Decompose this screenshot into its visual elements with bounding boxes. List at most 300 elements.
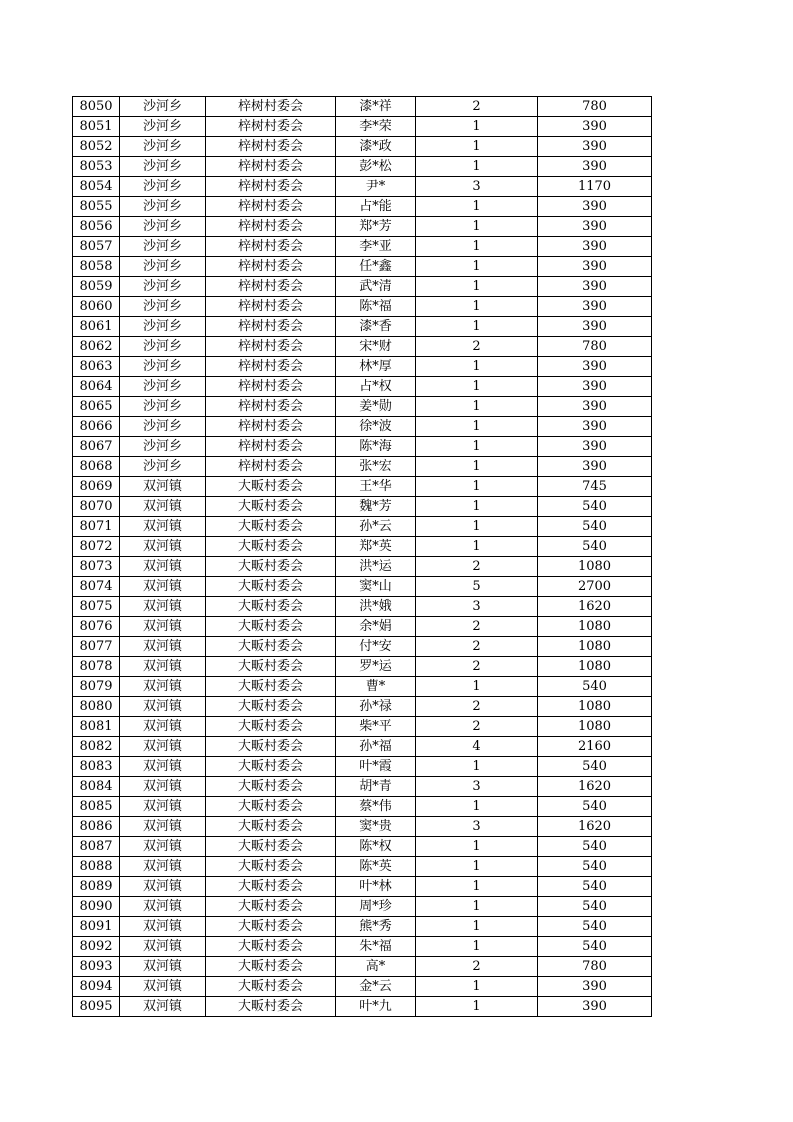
cell-village: 大畈村委会 — [206, 537, 336, 557]
cell-village: 大畈村委会 — [206, 917, 336, 937]
table-row — [73, 317, 652, 337]
cell-id: 8058 — [73, 257, 120, 277]
table-row — [73, 697, 652, 717]
cell-id: 8055 — [73, 197, 120, 217]
cell-amount: 1080 — [538, 657, 652, 677]
cell-township: 双河镇 — [120, 597, 206, 617]
cell-village: 大畈村委会 — [206, 677, 336, 697]
cell-id: 8066 — [73, 417, 120, 437]
cell-village: 梓树村委会 — [206, 217, 336, 237]
table-row — [73, 917, 652, 937]
cell-amount: 540 — [538, 917, 652, 937]
cell-village: 梓树村委会 — [206, 417, 336, 437]
cell-village: 梓树村委会 — [206, 97, 336, 117]
cell-count: 2 — [416, 697, 538, 717]
cell-village: 梓树村委会 — [206, 277, 336, 297]
cell-count: 2 — [416, 637, 538, 657]
cell-name: 柴*平 — [336, 717, 416, 737]
cell-amount: 540 — [538, 517, 652, 537]
cell-village: 梓树村委会 — [206, 257, 336, 277]
cell-amount: 390 — [538, 157, 652, 177]
table-row — [73, 557, 652, 577]
cell-name: 王*华 — [336, 477, 416, 497]
cell-name: 陈*权 — [336, 837, 416, 857]
cell-id: 8060 — [73, 297, 120, 317]
cell-township: 沙河乡 — [120, 357, 206, 377]
table-row — [73, 677, 652, 697]
cell-village: 梓树村委会 — [206, 317, 336, 337]
cell-id: 8056 — [73, 217, 120, 237]
cell-amount: 540 — [538, 837, 652, 857]
cell-name: 漆*香 — [336, 317, 416, 337]
cell-amount: 390 — [538, 417, 652, 437]
cell-amount: 390 — [538, 437, 652, 457]
cell-id: 8065 — [73, 397, 120, 417]
cell-township: 双河镇 — [120, 537, 206, 557]
cell-village: 大畈村委会 — [206, 497, 336, 517]
cell-township: 双河镇 — [120, 877, 206, 897]
table-row — [73, 117, 652, 137]
cell-id: 8067 — [73, 437, 120, 457]
cell-amount: 390 — [538, 277, 652, 297]
cell-count: 1 — [416, 837, 538, 857]
cell-village: 大畈村委会 — [206, 477, 336, 497]
cell-township: 双河镇 — [120, 977, 206, 997]
cell-village: 梓树村委会 — [206, 137, 336, 157]
cell-amount: 390 — [538, 297, 652, 317]
cell-amount: 2700 — [538, 577, 652, 597]
cell-village: 大畈村委会 — [206, 617, 336, 637]
cell-name: 郑*英 — [336, 537, 416, 557]
cell-township: 沙河乡 — [120, 317, 206, 337]
cell-id: 8077 — [73, 637, 120, 657]
cell-id: 8081 — [73, 717, 120, 737]
table-row — [73, 417, 652, 437]
table-row — [73, 137, 652, 157]
cell-township: 双河镇 — [120, 617, 206, 637]
cell-id: 8086 — [73, 817, 120, 837]
table-row — [73, 857, 652, 877]
table-row — [73, 937, 652, 957]
cell-village: 大畈村委会 — [206, 717, 336, 737]
cell-id: 8090 — [73, 897, 120, 917]
cell-id: 8094 — [73, 977, 120, 997]
cell-amount: 540 — [538, 877, 652, 897]
cell-village: 梓树村委会 — [206, 297, 336, 317]
cell-count: 3 — [416, 777, 538, 797]
cell-count: 1 — [416, 257, 538, 277]
cell-id: 8092 — [73, 937, 120, 957]
cell-count: 1 — [416, 357, 538, 377]
cell-amount: 390 — [538, 997, 652, 1017]
cell-name: 武*清 — [336, 277, 416, 297]
cell-id: 8082 — [73, 737, 120, 757]
cell-amount: 1620 — [538, 597, 652, 617]
cell-name: 洪*运 — [336, 557, 416, 577]
cell-amount: 540 — [538, 897, 652, 917]
cell-amount: 390 — [538, 117, 652, 137]
cell-village: 梓树村委会 — [206, 377, 336, 397]
cell-id: 8063 — [73, 357, 120, 377]
table-row — [73, 877, 652, 897]
cell-village: 梓树村委会 — [206, 397, 336, 417]
cell-count: 2 — [416, 717, 538, 737]
table-row — [73, 397, 652, 417]
cell-id: 8072 — [73, 537, 120, 557]
cell-village: 大畈村委会 — [206, 837, 336, 857]
cell-village: 大畈村委会 — [206, 657, 336, 677]
table-row — [73, 177, 652, 197]
cell-id: 8089 — [73, 877, 120, 897]
cell-amount: 745 — [538, 477, 652, 497]
table-row — [73, 97, 652, 117]
cell-village: 大畈村委会 — [206, 757, 336, 777]
cell-name: 高* — [336, 957, 416, 977]
cell-township: 双河镇 — [120, 717, 206, 737]
cell-amount: 390 — [538, 217, 652, 237]
cell-village: 梓树村委会 — [206, 197, 336, 217]
cell-name: 宋*财 — [336, 337, 416, 357]
cell-amount: 390 — [538, 397, 652, 417]
cell-village: 梓树村委会 — [206, 177, 336, 197]
cell-village: 大畈村委会 — [206, 897, 336, 917]
cell-name: 张*宏 — [336, 457, 416, 477]
cell-township: 双河镇 — [120, 797, 206, 817]
cell-village: 梓树村委会 — [206, 337, 336, 357]
table-row — [73, 717, 652, 737]
cell-count: 5 — [416, 577, 538, 597]
cell-township: 双河镇 — [120, 697, 206, 717]
cell-township: 沙河乡 — [120, 417, 206, 437]
cell-village: 大畈村委会 — [206, 517, 336, 537]
cell-village: 大畈村委会 — [206, 557, 336, 577]
cell-name: 漆*祥 — [336, 97, 416, 117]
table-row — [73, 357, 652, 377]
cell-township: 双河镇 — [120, 917, 206, 937]
table-row — [73, 737, 652, 757]
cell-count: 1 — [416, 677, 538, 697]
table-row — [73, 497, 652, 517]
cell-township: 双河镇 — [120, 517, 206, 537]
cell-name: 彭*松 — [336, 157, 416, 177]
cell-amount: 390 — [538, 257, 652, 277]
cell-id: 8080 — [73, 697, 120, 717]
cell-id: 8052 — [73, 137, 120, 157]
cell-village: 大畈村委会 — [206, 877, 336, 897]
cell-name: 任*鑫 — [336, 257, 416, 277]
cell-township: 双河镇 — [120, 577, 206, 597]
cell-township: 沙河乡 — [120, 157, 206, 177]
cell-township: 双河镇 — [120, 997, 206, 1017]
cell-village: 大畈村委会 — [206, 937, 336, 957]
cell-amount: 780 — [538, 337, 652, 357]
cell-township: 沙河乡 — [120, 257, 206, 277]
table-row — [73, 277, 652, 297]
cell-amount: 540 — [538, 857, 652, 877]
cell-count: 1 — [416, 437, 538, 457]
table-row — [73, 237, 652, 257]
cell-id: 8095 — [73, 997, 120, 1017]
cell-id: 8088 — [73, 857, 120, 877]
cell-township: 双河镇 — [120, 937, 206, 957]
cell-amount: 390 — [538, 197, 652, 217]
cell-count: 1 — [416, 297, 538, 317]
cell-name: 熊*秀 — [336, 917, 416, 937]
cell-id: 8054 — [73, 177, 120, 197]
table-row — [73, 337, 652, 357]
table-row — [73, 157, 652, 177]
cell-count: 1 — [416, 897, 538, 917]
cell-name: 陈*海 — [336, 437, 416, 457]
cell-village: 大畈村委会 — [206, 697, 336, 717]
cell-village: 大畈村委会 — [206, 637, 336, 657]
cell-township: 沙河乡 — [120, 277, 206, 297]
cell-amount: 390 — [538, 377, 652, 397]
cell-name: 蔡*伟 — [336, 797, 416, 817]
cell-count: 1 — [416, 197, 538, 217]
cell-id: 8083 — [73, 757, 120, 777]
cell-name: 胡*青 — [336, 777, 416, 797]
cell-amount: 390 — [538, 457, 652, 477]
cell-name: 占*权 — [336, 377, 416, 397]
cell-township: 沙河乡 — [120, 397, 206, 417]
cell-village: 梓树村委会 — [206, 437, 336, 457]
cell-name: 余*娟 — [336, 617, 416, 637]
cell-village: 大畈村委会 — [206, 857, 336, 877]
cell-id: 8085 — [73, 797, 120, 817]
cell-township: 沙河乡 — [120, 437, 206, 457]
cell-id: 8070 — [73, 497, 120, 517]
cell-amount: 780 — [538, 97, 652, 117]
table-row — [73, 757, 652, 777]
cell-amount: 1620 — [538, 777, 652, 797]
cell-amount: 1080 — [538, 557, 652, 577]
cell-village: 梓树村委会 — [206, 457, 336, 477]
cell-count: 1 — [416, 277, 538, 297]
table-row — [73, 517, 652, 537]
cell-count: 2 — [416, 337, 538, 357]
cell-name: 孙*禄 — [336, 697, 416, 717]
cell-id: 8062 — [73, 337, 120, 357]
cell-name: 魏*芳 — [336, 497, 416, 517]
cell-name: 叶*林 — [336, 877, 416, 897]
cell-village: 大畈村委会 — [206, 957, 336, 977]
cell-amount: 1080 — [538, 637, 652, 657]
cell-name: 洪*娥 — [336, 597, 416, 617]
cell-township: 双河镇 — [120, 777, 206, 797]
cell-name: 漆*政 — [336, 137, 416, 157]
cell-count: 1 — [416, 937, 538, 957]
cell-id: 8091 — [73, 917, 120, 937]
cell-township: 双河镇 — [120, 557, 206, 577]
cell-village: 大畈村委会 — [206, 977, 336, 997]
table-row — [73, 477, 652, 497]
cell-amount: 540 — [538, 677, 652, 697]
cell-amount: 540 — [538, 497, 652, 517]
cell-id: 8069 — [73, 477, 120, 497]
cell-name: 李*荣 — [336, 117, 416, 137]
cell-count: 1 — [416, 157, 538, 177]
cell-amount: 390 — [538, 357, 652, 377]
cell-township: 双河镇 — [120, 837, 206, 857]
cell-count: 1 — [416, 857, 538, 877]
cell-id: 8053 — [73, 157, 120, 177]
cell-count: 1 — [416, 877, 538, 897]
cell-name: 罗*运 — [336, 657, 416, 677]
cell-village: 大畈村委会 — [206, 797, 336, 817]
cell-id: 8050 — [73, 97, 120, 117]
cell-count: 1 — [416, 417, 538, 437]
cell-count: 1 — [416, 377, 538, 397]
cell-amount: 1620 — [538, 817, 652, 837]
cell-count: 2 — [416, 97, 538, 117]
table-row — [73, 577, 652, 597]
table-row — [73, 997, 652, 1017]
cell-count: 1 — [416, 477, 538, 497]
cell-township: 双河镇 — [120, 737, 206, 757]
table-row — [73, 257, 652, 277]
cell-name: 孙*福 — [336, 737, 416, 757]
table-row — [73, 657, 652, 677]
cell-township: 沙河乡 — [120, 137, 206, 157]
cell-village: 大畈村委会 — [206, 597, 336, 617]
cell-count: 1 — [416, 757, 538, 777]
cell-amount: 2160 — [538, 737, 652, 757]
cell-township: 双河镇 — [120, 817, 206, 837]
cell-name: 叶*九 — [336, 997, 416, 1017]
cell-amount: 390 — [538, 977, 652, 997]
cell-id: 8084 — [73, 777, 120, 797]
cell-village: 梓树村委会 — [206, 157, 336, 177]
cell-count: 1 — [416, 317, 538, 337]
cell-township: 双河镇 — [120, 957, 206, 977]
cell-amount: 1080 — [538, 617, 652, 637]
table-row — [73, 837, 652, 857]
cell-name: 金*云 — [336, 977, 416, 997]
table-row — [73, 457, 652, 477]
cell-township: 双河镇 — [120, 677, 206, 697]
cell-amount: 540 — [538, 797, 652, 817]
cell-count: 1 — [416, 797, 538, 817]
cell-village: 大畈村委会 — [206, 997, 336, 1017]
cell-amount: 390 — [538, 137, 652, 157]
cell-id: 8068 — [73, 457, 120, 477]
cell-name: 尹* — [336, 177, 416, 197]
cell-amount: 1080 — [538, 717, 652, 737]
cell-name: 李*亚 — [336, 237, 416, 257]
cell-township: 沙河乡 — [120, 117, 206, 137]
cell-township: 双河镇 — [120, 897, 206, 917]
cell-name: 周*珍 — [336, 897, 416, 917]
cell-count: 2 — [416, 617, 538, 637]
cell-name: 占*能 — [336, 197, 416, 217]
cell-id: 8064 — [73, 377, 120, 397]
cell-id: 8075 — [73, 597, 120, 617]
cell-id: 8079 — [73, 677, 120, 697]
cell-id: 8073 — [73, 557, 120, 577]
cell-count: 1 — [416, 977, 538, 997]
table-row — [73, 817, 652, 837]
cell-village: 梓树村委会 — [206, 357, 336, 377]
cell-count: 3 — [416, 177, 538, 197]
table-row — [73, 297, 652, 317]
cell-village: 大畈村委会 — [206, 577, 336, 597]
table-row — [73, 797, 652, 817]
cell-id: 8093 — [73, 957, 120, 977]
cell-count: 1 — [416, 117, 538, 137]
cell-count: 2 — [416, 557, 538, 577]
cell-name: 孙*云 — [336, 517, 416, 537]
cell-id: 8074 — [73, 577, 120, 597]
cell-township: 沙河乡 — [120, 337, 206, 357]
table-body — [73, 97, 652, 1017]
cell-count: 1 — [416, 497, 538, 517]
table-row — [73, 637, 652, 657]
cell-amount: 780 — [538, 957, 652, 977]
cell-count: 1 — [416, 137, 538, 157]
cell-name: 陈*英 — [336, 857, 416, 877]
cell-count: 3 — [416, 817, 538, 837]
cell-township: 沙河乡 — [120, 377, 206, 397]
cell-name: 姜*勋 — [336, 397, 416, 417]
cell-name: 陈*福 — [336, 297, 416, 317]
table-row — [73, 217, 652, 237]
cell-id: 8071 — [73, 517, 120, 537]
table-row — [73, 437, 652, 457]
cell-township: 沙河乡 — [120, 197, 206, 217]
cell-amount: 390 — [538, 317, 652, 337]
cell-count: 1 — [416, 397, 538, 417]
cell-count: 1 — [416, 237, 538, 257]
cell-township: 沙河乡 — [120, 217, 206, 237]
cell-count: 1 — [416, 537, 538, 557]
cell-name: 付*安 — [336, 637, 416, 657]
cell-amount: 540 — [538, 757, 652, 777]
cell-name: 窦*山 — [336, 577, 416, 597]
cell-count: 4 — [416, 737, 538, 757]
table-row — [73, 537, 652, 557]
table-row — [73, 197, 652, 217]
cell-id: 8078 — [73, 657, 120, 677]
table-row — [73, 617, 652, 637]
cell-township: 沙河乡 — [120, 97, 206, 117]
cell-count: 2 — [416, 657, 538, 677]
cell-township: 沙河乡 — [120, 457, 206, 477]
cell-amount: 540 — [538, 537, 652, 557]
cell-count: 1 — [416, 917, 538, 937]
cell-count: 1 — [416, 457, 538, 477]
cell-township: 双河镇 — [120, 497, 206, 517]
cell-name: 徐*波 — [336, 417, 416, 437]
cell-township: 双河镇 — [120, 637, 206, 657]
cell-amount: 1170 — [538, 177, 652, 197]
cell-name: 林*厚 — [336, 357, 416, 377]
cell-id: 8057 — [73, 237, 120, 257]
cell-township: 双河镇 — [120, 757, 206, 777]
table-row — [73, 597, 652, 617]
cell-village: 大畈村委会 — [206, 777, 336, 797]
cell-township: 双河镇 — [120, 657, 206, 677]
cell-township: 双河镇 — [120, 477, 206, 497]
cell-township: 沙河乡 — [120, 177, 206, 197]
cell-count: 1 — [416, 997, 538, 1017]
cell-township: 沙河乡 — [120, 297, 206, 317]
table-row — [73, 957, 652, 977]
cell-village: 大畈村委会 — [206, 737, 336, 757]
table-row — [73, 377, 652, 397]
cell-name: 叶*霞 — [336, 757, 416, 777]
cell-amount: 540 — [538, 937, 652, 957]
